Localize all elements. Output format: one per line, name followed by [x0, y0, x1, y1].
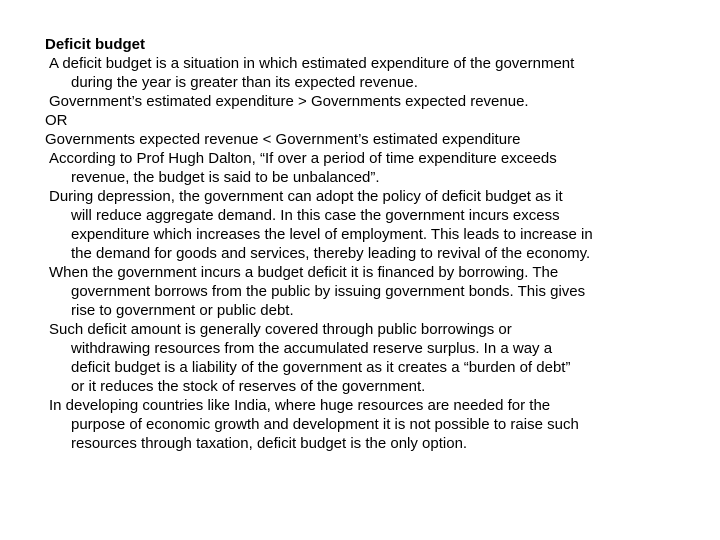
- paragraph-line: during the year is greater than its expected revenue.: [71, 74, 418, 91]
- paragraph-line: A deficit budget is a situation in which estimated expenditure of the government: [49, 55, 575, 72]
- paragraph-line: Governments expected revenue < Government’s estimated expenditure: [45, 131, 521, 148]
- paragraph-inequality-1: [45, 92, 695, 111]
- paragraph-line: According to Prof Hugh Dalton, “If over a period of time expenditure exceeds: [49, 150, 557, 167]
- document-body: [45, 35, 695, 453]
- paragraph-line: During depression, the government can adopt the policy of deficit budget as it: [49, 188, 563, 205]
- paragraph-line: deficit budget is a liability of the government as it creates a “burden of debt”: [71, 359, 571, 376]
- document-title: Deficit budget: [45, 36, 145, 53]
- paragraph-inequality-2: [45, 130, 695, 149]
- paragraph-definition: [45, 54, 695, 92]
- paragraph-line: will reduce aggregate demand. In this case the government incurs excess: [71, 207, 560, 224]
- paragraph-developing-countries: [45, 396, 695, 453]
- paragraph-line: Such deficit amount is generally covered through public borrowings or: [49, 321, 512, 338]
- paragraph-coverage: [45, 320, 695, 396]
- paragraph-borrowing: [45, 263, 695, 320]
- paragraph-line: resources through taxation, deficit budget is the only option.: [71, 435, 468, 452]
- paragraph-line: or it reduces the stock of reserves of the government.: [71, 378, 426, 395]
- paragraph-line: government borrows from the public by issuing government bonds. This gives: [71, 283, 586, 300]
- paragraph-dalton-quote: [45, 149, 695, 187]
- paragraph-line: revenue, the budget is said to be unbalanced”.: [71, 169, 380, 186]
- paragraph-depression: [45, 187, 695, 263]
- paragraph-line: the demand for goods and services, thereby leading to revival of the economy.: [71, 245, 591, 262]
- paragraph-line: expenditure which increases the level of employment. This leads to increase in: [71, 226, 593, 243]
- paragraph-line: withdrawing resources from the accumulated reserve surplus. In a way a: [71, 340, 553, 357]
- paragraph-line: purpose of economic growth and development it is not possible to raise such: [71, 416, 579, 433]
- paragraph-or: [45, 111, 695, 130]
- paragraph-line: OR: [45, 112, 68, 129]
- paragraph-line: rise to government or public debt.: [71, 302, 294, 319]
- paragraph-line: In developing countries like India, where huge resources are needed for the: [49, 397, 551, 414]
- paragraph-line: Government’s estimated expenditure > Governments expected revenue.: [49, 93, 529, 110]
- paragraph-line: When the government incurs a budget deficit it is financed by borrowing. The: [49, 264, 559, 281]
